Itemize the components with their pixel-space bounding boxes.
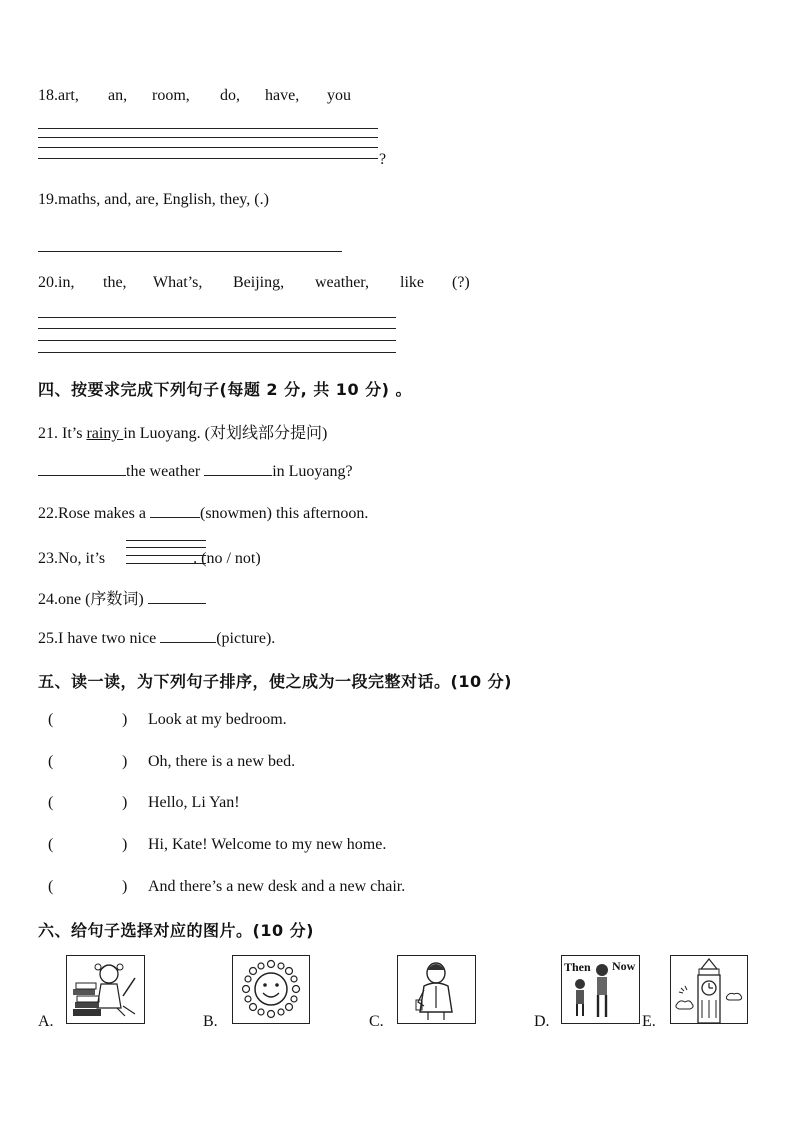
q18-number: 18. — [38, 87, 58, 104]
question-21-answer — [38, 461, 353, 481]
question-19 — [38, 191, 269, 209]
answer-line[interactable] — [38, 158, 378, 159]
answer-line[interactable] — [38, 317, 396, 318]
q22-post: (snowmen) this afternoon. — [199, 505, 369, 522]
then-label: Then — [564, 960, 591, 974]
section-4-heading: 四、按要求完成下列句子(每题 2 分, 共 10 分) 。 — [38, 380, 413, 399]
q20-word: in, — [58, 274, 75, 291]
ordering-item — [48, 794, 240, 812]
answer-blank[interactable] — [160, 628, 216, 643]
ordering-item — [48, 711, 287, 729]
q25-post: (picture). — [216, 630, 276, 647]
q18-word: you — [327, 87, 351, 104]
ordering-item-text: Oh, there is a new bed. — [148, 753, 296, 770]
answer-line[interactable] — [38, 328, 396, 329]
ordering-item — [48, 878, 405, 896]
answer-blank[interactable] — [148, 589, 206, 604]
q20-word: like — [400, 274, 424, 291]
q24-pre: 24.one (序数词) — [38, 591, 148, 608]
open-paren: ( — [48, 878, 54, 895]
question-23 — [38, 550, 261, 568]
q18-word: room, — [152, 87, 190, 104]
answer-line[interactable] — [38, 251, 342, 252]
q20-word: (?) — [452, 274, 470, 291]
q21-number: 21. — [38, 425, 58, 442]
answer-blank[interactable] — [204, 461, 272, 476]
close-paren: ) — [122, 878, 128, 895]
answer-line[interactable] — [126, 540, 206, 541]
answer-line[interactable] — [38, 128, 378, 129]
open-paren: ( — [48, 753, 54, 770]
answer-line[interactable] — [126, 563, 206, 564]
q25-pre: 25.I have two nice — [38, 630, 161, 647]
q21-answer-end: in Luoyang? — [272, 463, 353, 480]
section-5-heading: 五、读一读，为下列句子排序，使之成为一段完整对话。(10 分) — [38, 672, 512, 691]
q21-post: in Luoyang. (对划线部分提问) — [123, 425, 328, 442]
q22-pre: 22.Rose makes a — [38, 505, 150, 522]
q18-question-mark: ? — [379, 151, 387, 168]
picture-label: B. — [203, 1013, 218, 1030]
q20-number: 20. — [38, 274, 58, 291]
close-paren: ) — [122, 711, 128, 728]
man-icon[interactable] — [397, 955, 476, 1024]
answer-line[interactable] — [38, 137, 378, 138]
picture-label: D. — [534, 1013, 550, 1030]
ordering-item-text: Look at my bedroom. — [148, 711, 287, 728]
open-paren: ( — [48, 711, 54, 728]
q18-word: an, — [108, 87, 128, 104]
q23-post: . (no / not) — [193, 550, 261, 567]
ordering-item-text: Hello, Li Yan! — [148, 794, 240, 811]
answer-blank[interactable] — [38, 461, 126, 476]
q18-word: have, — [265, 87, 300, 104]
question-20 — [38, 274, 74, 292]
q21-underlined-word: rainy — [86, 425, 124, 442]
q18-word: do, — [220, 87, 240, 104]
then-now-boy-icon[interactable] — [561, 955, 640, 1024]
question-25 — [38, 628, 275, 648]
q21-answer-mid: the weather — [126, 463, 205, 480]
q20-word: Beijing, — [233, 274, 285, 291]
ordering-item — [48, 836, 386, 854]
open-paren: ( — [48, 836, 54, 853]
q21-pre: It’s — [58, 425, 87, 442]
answer-line[interactable] — [38, 340, 396, 341]
answer-line[interactable] — [126, 555, 206, 556]
q20-word: weather, — [315, 274, 369, 291]
girl-with-books-icon[interactable] — [66, 955, 145, 1024]
section-6-heading: 六、给句子选择对应的图片。(10 分) — [38, 921, 314, 940]
question-18 — [38, 87, 79, 105]
q19-text: maths, and, are, English, they, (.) — [58, 191, 269, 208]
question-24 — [38, 586, 206, 609]
answer-blank[interactable] — [150, 503, 200, 518]
sun-icon[interactable] — [232, 955, 310, 1024]
close-paren: ) — [122, 836, 128, 853]
q23-pre: 23.No, it’s — [38, 550, 110, 567]
close-paren: ) — [122, 753, 128, 770]
question-21 — [38, 420, 327, 443]
q20-word: the, — [103, 274, 127, 291]
now-label: Now — [612, 959, 636, 973]
answer-line[interactable] — [38, 147, 378, 148]
clock-tower-icon[interactable] — [670, 955, 748, 1024]
q19-number: 19. — [38, 191, 58, 208]
close-paren: ) — [122, 794, 128, 811]
ordering-item-text: And there’s a new desk and a new chair. — [148, 878, 406, 895]
open-paren: ( — [48, 794, 54, 811]
picture-label: A. — [38, 1013, 54, 1030]
ordering-item — [48, 753, 295, 771]
answer-line[interactable] — [126, 547, 206, 548]
answer-line[interactable] — [38, 352, 396, 353]
picture-label: C. — [369, 1013, 384, 1030]
ordering-item-text: Hi, Kate! Welcome to my new home. — [148, 836, 387, 853]
q20-word: What’s, — [153, 274, 203, 291]
q18-word: art, — [58, 87, 79, 104]
picture-label: E. — [642, 1013, 656, 1030]
question-22 — [38, 503, 368, 523]
